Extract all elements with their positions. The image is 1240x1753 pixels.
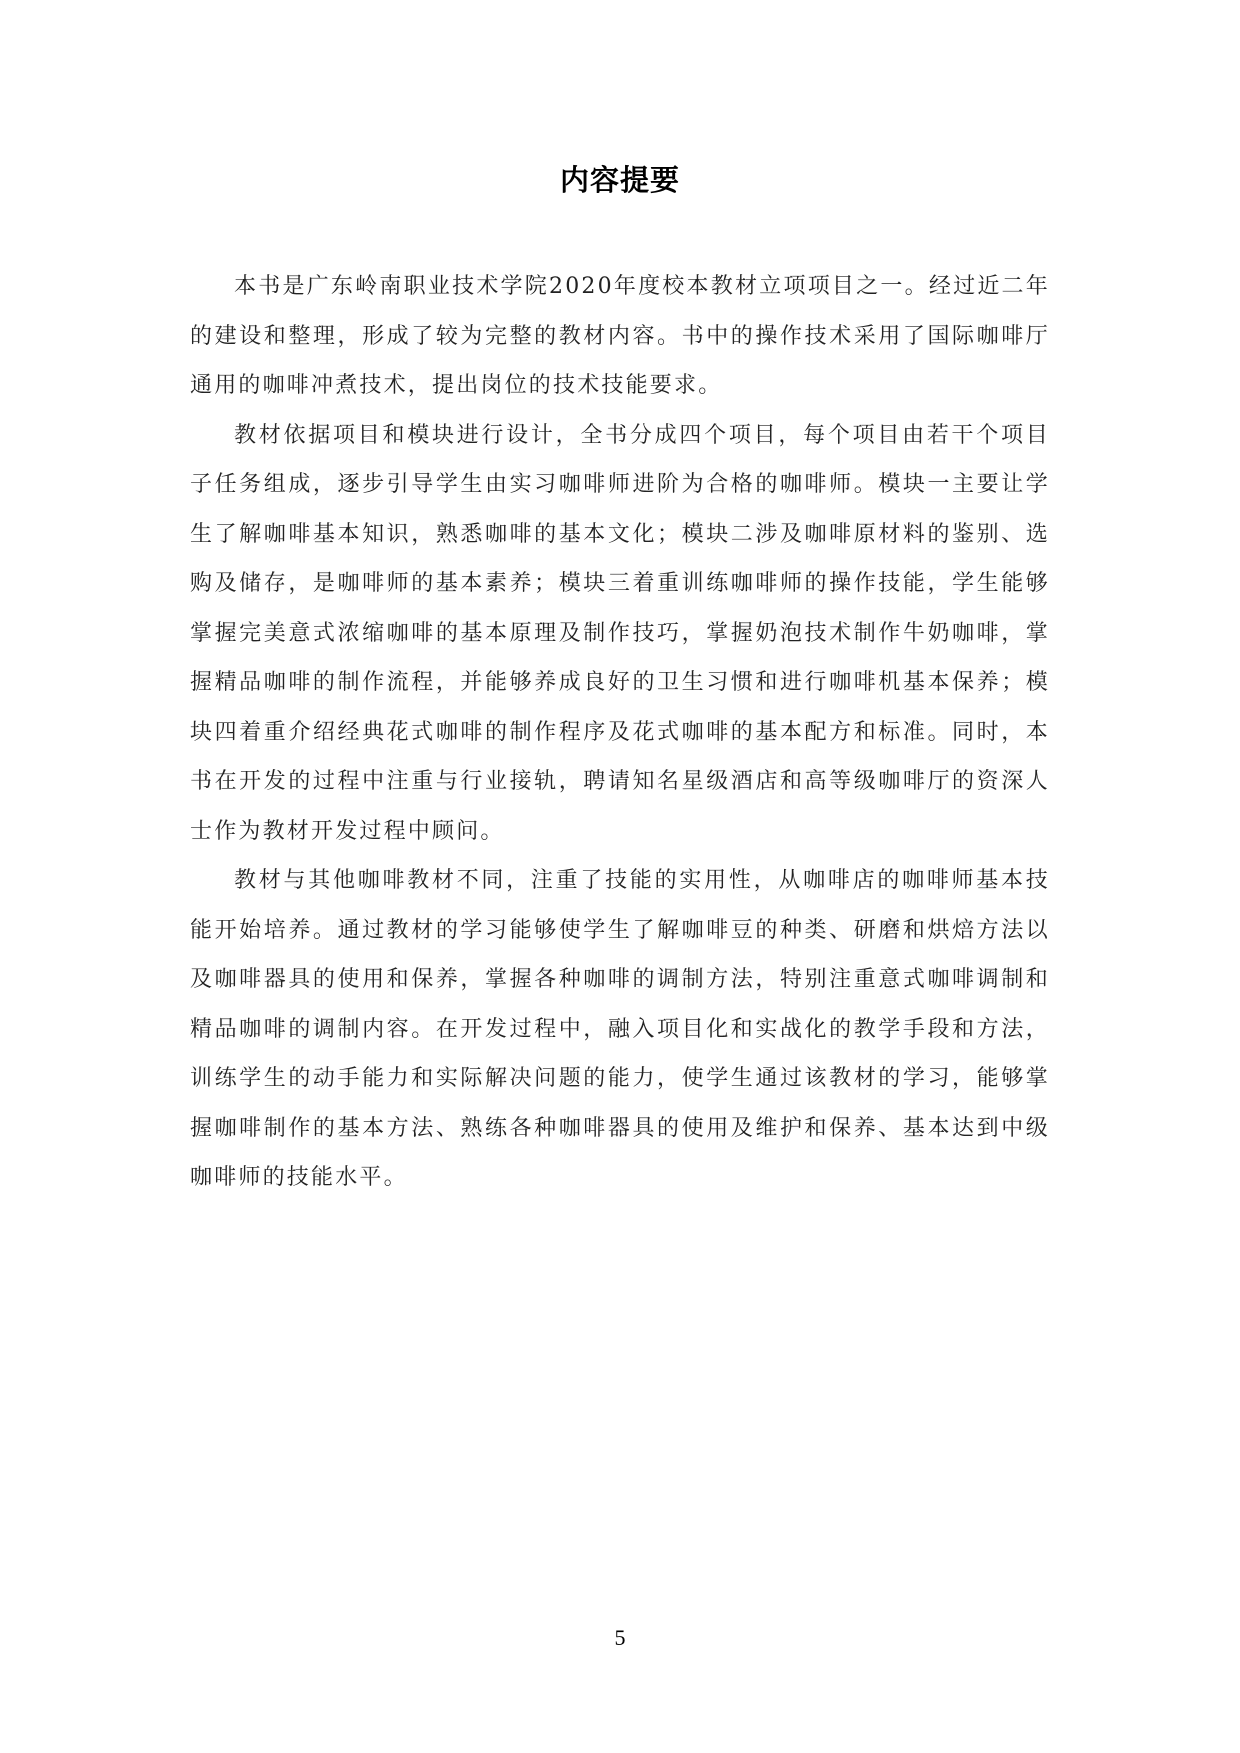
paragraph-2: 教材依据项目和模块进行设计，全书分成四个项目，每个项目由若干个项目子任务组成，逐步引导学生由实习咖啡师进阶为合格的咖啡师。模块一主要让学生了解咖啡基本知识，熟悉咖啡的基本文化；模块二涉及咖啡原材料的鉴别、选购及储存，是咖啡师的基本素养；模块三着重训练咖啡师的操作技能，学生能够掌握完美意式浓缩咖啡的基本原理及制作技巧，掌握奶泡技术制作牛奶咖啡，掌握精品咖啡的制作流程，并能够养成良好的卫生习惯和进行咖啡机基本保养；模块四着重介绍经典花式咖啡的制作程序及花式咖啡的基本配方和标准。同时，本书在开发的过程中注重与行业接轨，聘请知名星级酒店和高等级咖啡厅的资深人士作为教材开发过程中顾问。 (190, 422, 1050, 844)
paragraph-3: 教材与其他咖啡教材不同，注重了技能的实用性，从咖啡店的咖啡师基本技能开始培养。通过教材的学习能够使学生了解咖啡豆的种类、研磨和烘焙方法以及咖啡器具的使用和保养，掌握各种咖啡的调制方法，特别注重意式咖啡调制和精品咖啡的调制内容。在开发过程中，融入项目化和实战化的教学手段和方法，训练学生的动手能力和实际解决问题的能力，使学生通过该教材的学习，能够掌握咖啡制作的基本方法、熟练各种咖啡器具的使用及维护和保养、基本达到中级咖啡师的技能水平。 (190, 868, 1050, 1190)
paragraph-1: 本书是广东岭南职业技术学院2020年度校本教材立项项目之一。经过近二年的建设和整理，形成了较为完整的教材内容。书中的操作技术采用了国际咖啡厅通用的咖啡冲煮技术，提出岗位的技术技能要求。 (190, 274, 1050, 398)
page-title: 内容提要 (559, 163, 680, 197)
summary-body (190, 262, 1050, 1203)
page-number: 5 (614, 1625, 626, 1650)
